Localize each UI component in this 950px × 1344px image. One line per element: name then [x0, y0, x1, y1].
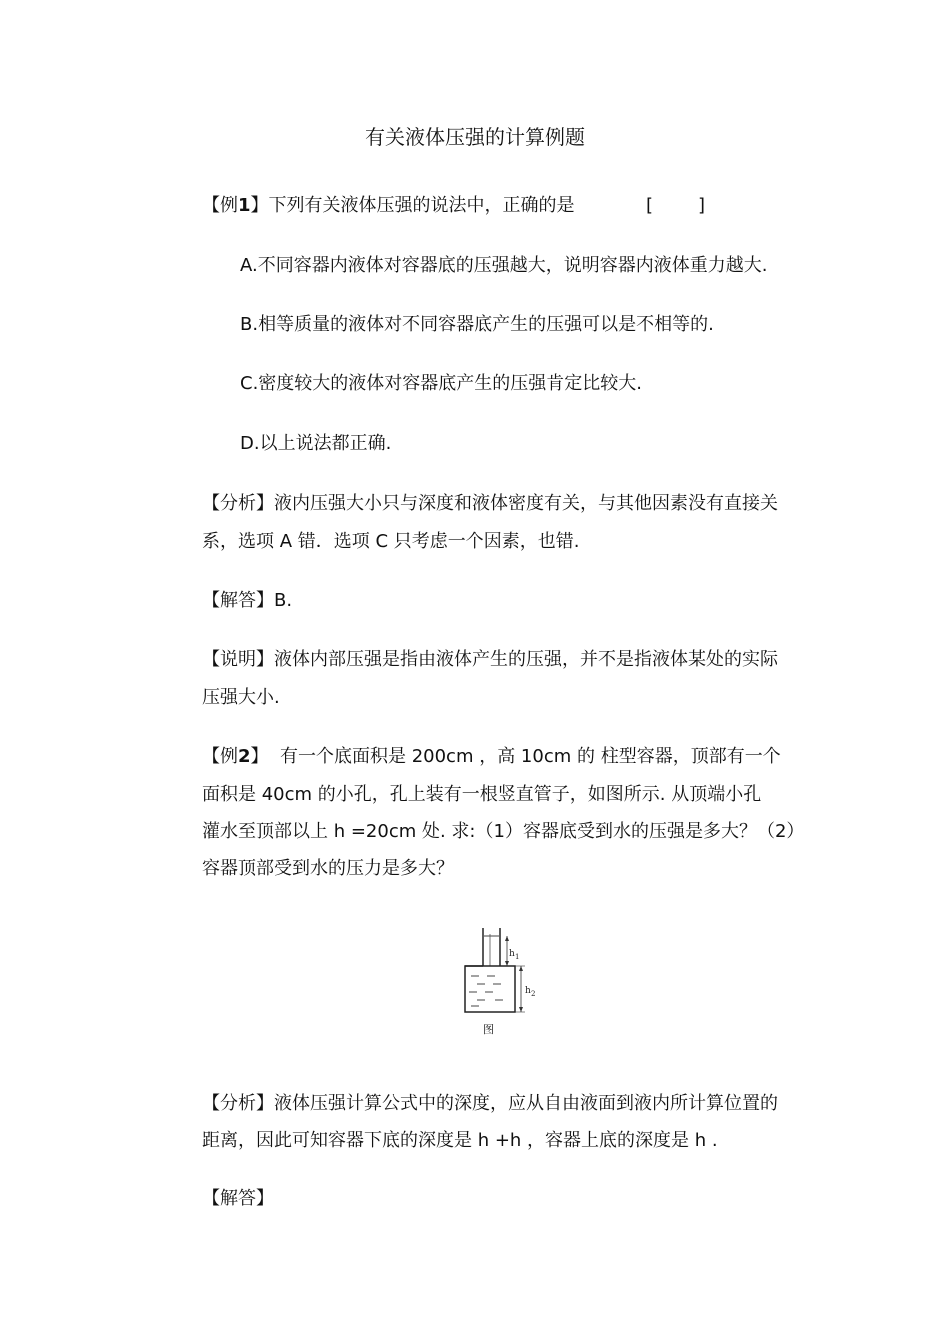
- answer-bracket-left: [: [646, 195, 654, 216]
- example-1-number: 1: [238, 195, 251, 216]
- example-1-label-close: 】: [250, 195, 269, 216]
- option-a: A.不同容器内液体对容器底的压强越大，说明容器内液体重力越大.: [240, 255, 768, 276]
- note-1-line-2: 压强大小.: [202, 687, 280, 708]
- h1-label: h: [509, 949, 515, 959]
- example-2-label-close: 】: [250, 746, 269, 767]
- example-1-question: [202, 194, 575, 218]
- example-2-number: 2: [238, 746, 251, 767]
- example-2-line-1: [202, 745, 781, 769]
- container-diagram: [455, 926, 555, 1044]
- answer-2: 【解答】: [202, 1188, 274, 1209]
- option-c: C.密度较大的液体对容器底产生的压强肯定比较大.: [240, 373, 643, 394]
- example-2-line-4: 容器顶部受到水的压力是多大？: [202, 858, 454, 879]
- page-title: 有关液体压强的计算例题: [365, 125, 585, 149]
- option-d: D.以上说法都正确.: [240, 433, 392, 454]
- figure-caption: 图: [483, 1023, 494, 1036]
- analysis-2-line-1: 【分析】液体压强计算公式中的深度，应从自由液面到液内所计算位置的: [202, 1093, 778, 1114]
- example-1-label: 【例: [202, 195, 238, 216]
- example-2-line-2: 面积是 40cm 的小孔，孔上装有一根竖直管子，如图所示. 从顶端小孔: [202, 784, 762, 805]
- option-b: B.相等质量的液体对不同容器底产生的压强可以是不相等的.: [240, 314, 714, 335]
- example-1-text: 下列有关液体压强的说法中，正确的是: [268, 195, 575, 216]
- example-2-line-3: 灌水至顶部以上 h =20cm 处. 求:（1）容器底受到水的压强是多大？（2）: [202, 821, 805, 842]
- h2-label: h: [525, 986, 531, 996]
- answer-1: 【解答】B.: [202, 590, 293, 611]
- answer-bracket-right: ]: [698, 195, 706, 216]
- analysis-2-line-2: 距离，因此可知容器下底的深度是 h +h ，容器上底的深度是 h .: [202, 1130, 718, 1151]
- example-2-text-1: 有一个底面积是 200cm ，高 10cm 的 柱型容器，顶部有一个: [279, 746, 781, 767]
- example-2-label: 【例: [202, 746, 238, 767]
- note-1-line-1: 【说明】液体内部压强是指由液体产生的压强，并不是指液体某处的实际: [202, 649, 778, 670]
- h2-subscript: 2: [531, 990, 536, 998]
- h1-subscript: 1: [515, 953, 520, 961]
- analysis-1-line-1: 【分析】液内压强大小只与深度和液体密度有关，与其他因素没有直接关: [202, 493, 778, 514]
- analysis-1-line-2: 系，选项 A 错．选项 C 只考虑一个因素，也错.: [202, 531, 580, 552]
